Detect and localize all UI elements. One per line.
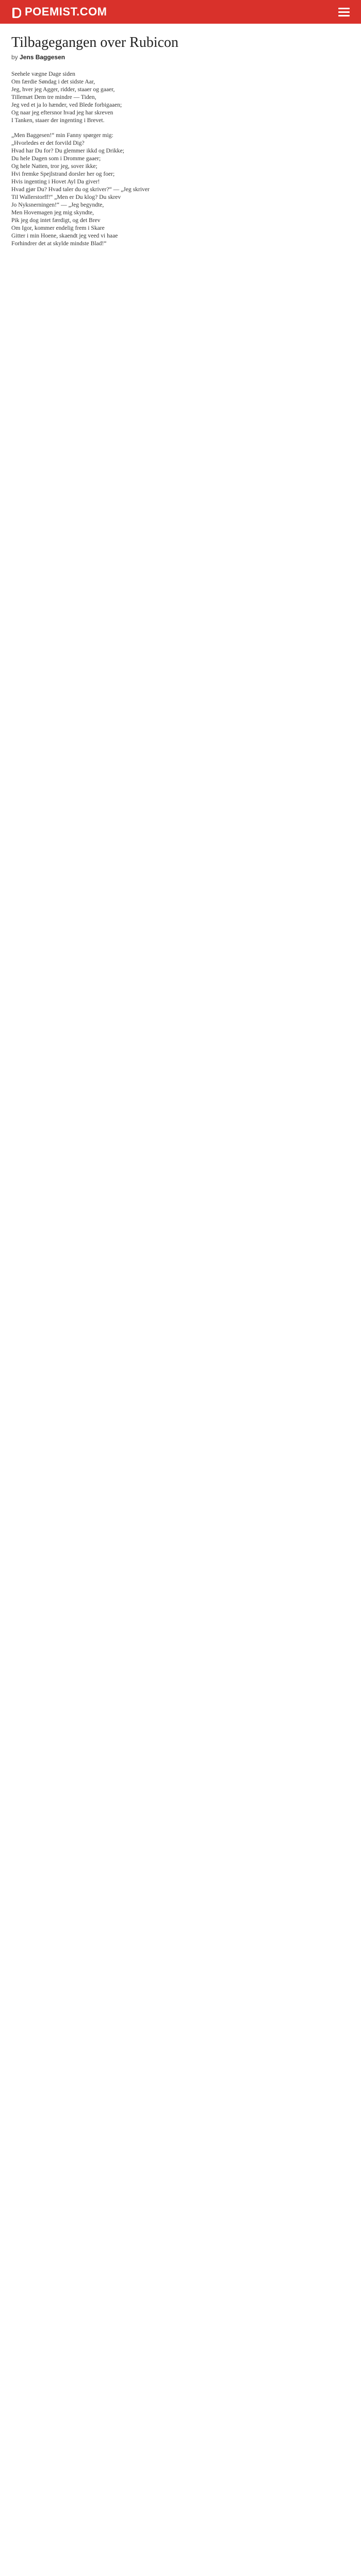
poem-line: Gitter i min Hoene, skaendt jeg veed vi haae bbox=[11, 232, 118, 239]
poem-line: Til Wallerstorff!“ „Men er Du klog? Du skrev bbox=[11, 193, 121, 200]
poem-page bbox=[11, 34, 350, 255]
poem-line: I Tanken, staaer der ingenting i Brevet. bbox=[11, 116, 105, 124]
byline-prefix: by bbox=[11, 53, 18, 61]
author-link[interactable]: Jens Baggesen bbox=[20, 53, 65, 61]
poem-line: Jeg ved et ja lo hænder, ved Blede forbigaaen; bbox=[11, 101, 122, 108]
poem-stanza bbox=[11, 131, 350, 247]
site-header bbox=[0, 0, 361, 24]
logo-text: POEMIST.COM bbox=[25, 5, 107, 18]
logo-p-icon bbox=[11, 7, 22, 17]
poem-line: Hvad har Du for? Du glemmer ikkd og Drikke; bbox=[11, 147, 124, 154]
poem-line: Om færdie Søndag i det sidste Aar, bbox=[11, 78, 95, 85]
poem-line: Pik jeg dog intet færdigt, og det Brev bbox=[11, 216, 101, 224]
poem-line: Hvad gjør Du? Hvad taler du og skriver?“ — „Jeg skriver bbox=[11, 185, 150, 193]
poem-title: Tilbagegangen over Rubicon bbox=[11, 35, 179, 50]
poem-line: Forhindrer det at skylde mindste Blad!“ bbox=[11, 240, 107, 247]
poem-line: Og hele Natten, tror jeg, sover ikke; bbox=[11, 162, 97, 170]
poem-line: Om Igor, kommer endelig frem i Skare bbox=[11, 224, 105, 231]
byline bbox=[11, 54, 350, 61]
poem-line: Du hele Dagen som i Dromme gaaer; bbox=[11, 155, 101, 162]
hamburger-menu-icon[interactable] bbox=[338, 8, 350, 16]
poem-line: „Hvorledes er det forvild Dig? bbox=[11, 139, 85, 146]
poem-line: Tillemæt Dem tre mindre — Tiden, bbox=[11, 93, 96, 100]
poem-line: Og naar jeg eftersnor hvad jeg har skreven bbox=[11, 109, 113, 116]
poem-line: Hvis ingenting i Hovet Ayl Da giver! bbox=[11, 178, 100, 185]
poem-line: Seehele vægne Dage siden bbox=[11, 70, 75, 77]
poem-line: Hvi fremke Spejlstrand dorsler her og foer; bbox=[11, 170, 115, 177]
poem-body bbox=[11, 70, 350, 247]
poem-line: Jo Nyksnerningen!“ — „Jeg begyndte, bbox=[11, 201, 104, 208]
poem-line: „Men Baggesen!“ min Fanny spørger mig: bbox=[11, 131, 113, 139]
poem-stanza bbox=[11, 70, 350, 124]
poem-line: Men Hovemagen jeg mig skyndte, bbox=[11, 209, 94, 216]
poem-line: Jeg, hver jeg Agger, ridder, staaer og gaaer, bbox=[11, 86, 115, 93]
site-logo[interactable] bbox=[11, 5, 107, 19]
